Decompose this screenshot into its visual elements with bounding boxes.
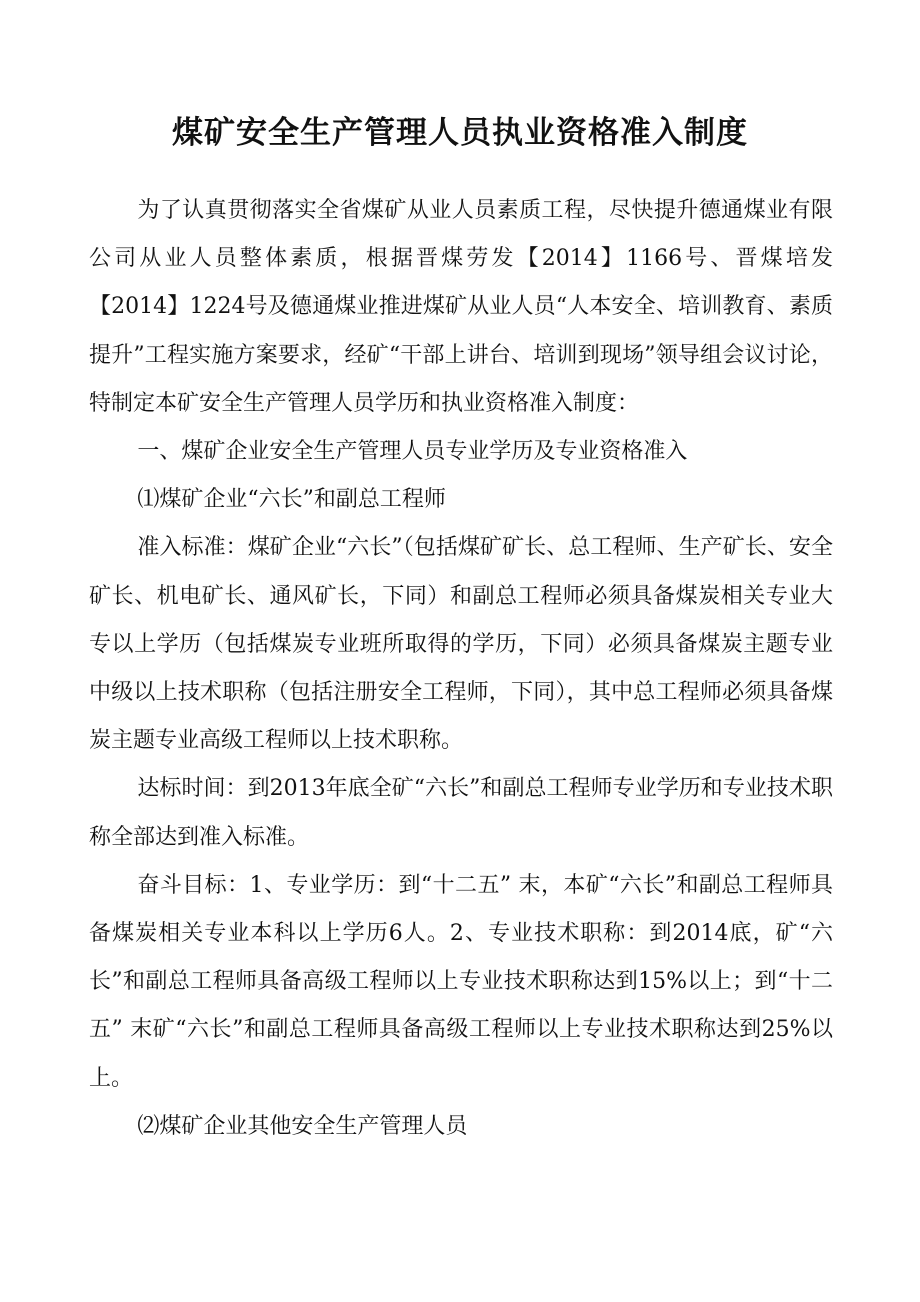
paragraph-admission-standard: 准入标准：煤矿企业“六长”（包括煤矿矿长、总工程师、生产矿长、安全矿长、机电矿长、通风矿长，下同）和副总工程师必须具备煤炭相关专业大专以上学历（包括煤炭专业班所取得的学历，下同）必须具备煤炭主题专业中级以上技术职称（包括注册安全工程师，下同），其中总工程师必须具备煤炭主题专业高级工程师以上技术职称。 [89,535,833,754]
document-body [89,187,833,1151]
subsection-heading-2: ⑵煤矿企业其他安全生产管理人员 [137,1113,468,1139]
paragraph-intro: 为了认真贯彻落实全省煤矿从业人员素质工程，尽快提升德通煤业有限公司从业人员整体素质，根据晋煤劳发【2014】1166号、晋煤培发【2014】1224号及德通煤业推进煤矿从业人员“人本安全、培训教育、素质提升”工程实施方案要求，经矿“干部上讲台、培训到现场”领导组会议讨论，特制定本矿安全生产管理人员学历和执业资格准入制度： [89,198,833,416]
subsection-heading-1: ⑴煤矿企业“六长”和副总工程师 [137,487,446,513]
paragraph-goals: 奋斗目标：1、专业学历：到“十二五” 末，本矿“六长”和副总工程师具备煤炭相关专业本科以上学历6人。2、专业技术职称：到2014底，矿“六长”和副总工程师具备高级工程师以上专业技术职称达到15%以上；到“十二五” 末矿“六长”和副总工程师具备高级工程师以上专业技术职称达到25%以上。 [89,872,833,1091]
document-title: 煤矿安全生产管理人员执业资格准入制度 [172,114,748,151]
paragraph-deadline: 达标时间：到2013年底全矿“六长”和副总工程师专业学历和专业技术职称全部达到准入标准。 [89,776,833,850]
section-heading-1: 一、煤矿企业安全生产管理人员专业学历及专业资格准入 [137,439,688,465]
